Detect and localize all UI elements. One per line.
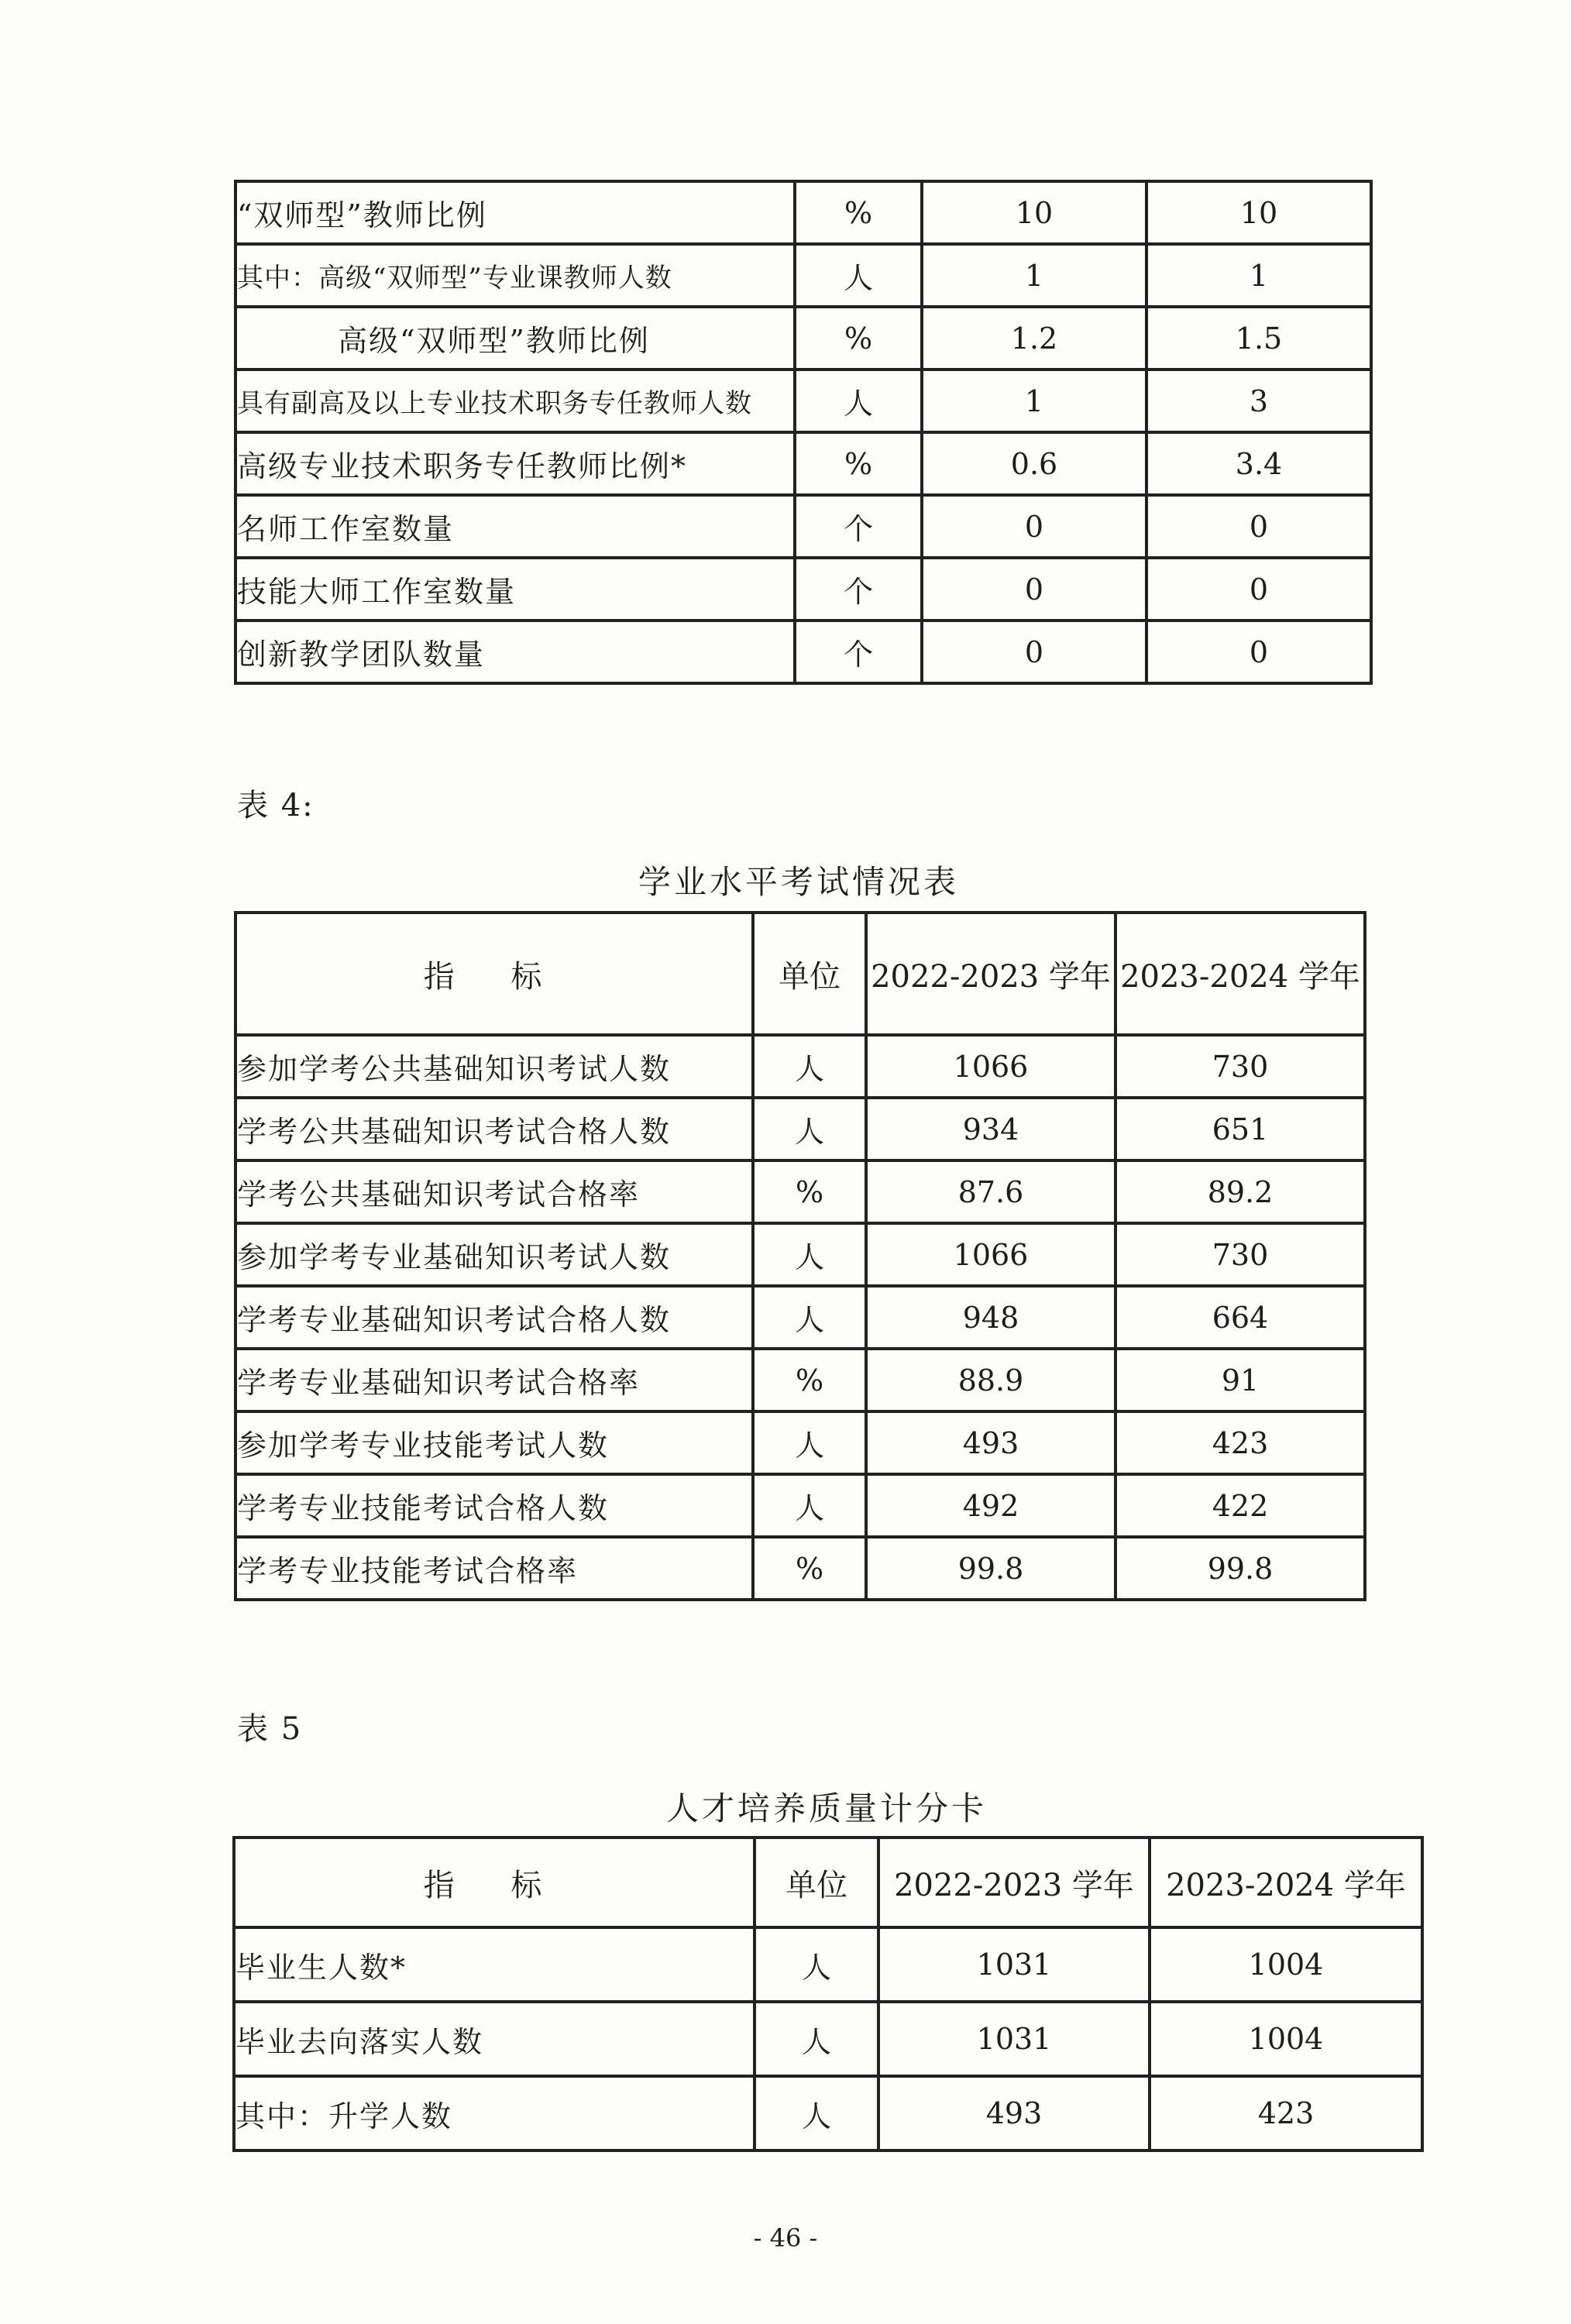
indicator-cell: 高级专业技术职务专任教师比例* [235,432,795,495]
unit-cell: 人 [755,2002,878,2076]
header-2022: 2022-2023 学年 [866,913,1116,1035]
value-2023-cell: 99.8 [1116,1537,1365,1600]
unit-cell: % [795,181,922,244]
value-2022-cell: 0 [922,621,1146,683]
indicator-cell: 学考公共基础知识考试合格人数 [235,1098,753,1160]
talent-quality-table [232,1836,1424,2152]
unit-cell: 人 [755,1927,878,2002]
value-2022-cell: 493 [866,1411,1116,1474]
value-2022-cell: 1 [922,244,1146,307]
indicator-cell: 毕业生人数* [234,1927,755,2002]
value-2023-cell: 651 [1116,1098,1365,1160]
indicator-cell: 具有副高及以上专业技术职务专任教师人数 [235,370,795,432]
table-header-row [234,1838,1422,1927]
table-row [235,1223,1365,1286]
table-row [235,1411,1365,1474]
indicator-cell: “双师型”教师比例 [235,181,795,244]
table4-label: 表 4: [237,788,315,823]
indicator-cell: 其中：高级“双师型”专业课教师人数 [235,244,795,307]
value-2022-cell: 1 [922,370,1146,432]
unit-cell: % [753,1537,866,1600]
unit-cell: % [795,432,922,495]
value-2023-cell: 91 [1116,1349,1365,1411]
indicator-cell: 高级“双师型”教师比例 [235,307,795,370]
table5-label: 表 5 [237,1711,303,1747]
header-2023: 2023-2024 学年 [1116,913,1365,1035]
unit-cell: 人 [753,1098,866,1160]
value-2023-cell: 730 [1116,1035,1365,1098]
value-2022-cell: 1066 [866,1035,1116,1098]
value-2023-cell: 0 [1146,558,1371,621]
unit-cell: 个 [795,621,922,683]
indicator-cell: 学考专业基础知识考试合格率 [235,1349,753,1411]
value-2022-cell: 10 [922,181,1146,244]
unit-cell: 人 [795,244,922,307]
unit-cell: 人 [755,2076,878,2150]
indicator-cell: 参加学考专业技能考试人数 [235,1411,753,1474]
indicator-cell: 创新教学团队数量 [235,621,795,683]
header-unit: 单位 [755,1838,878,1927]
value-2022-cell: 934 [866,1098,1116,1160]
table-row [235,432,1371,495]
value-2022-cell: 0 [922,495,1146,558]
header-2022: 2022-2023 学年 [878,1838,1150,1927]
table-row [234,2076,1422,2150]
value-2023-cell: 89.2 [1116,1160,1365,1223]
unit-cell: 个 [795,558,922,621]
header-indicator: 指 标 [234,1838,755,1927]
table-row [235,1286,1365,1349]
value-2022-cell: 1066 [866,1223,1116,1286]
teacher-stats-table [234,180,1373,685]
value-2022-cell: 0.6 [922,432,1146,495]
table-row [235,1349,1365,1411]
indicator-cell: 参加学考公共基础知识考试人数 [235,1035,753,1098]
table-row [235,244,1371,307]
table-row [235,370,1371,432]
table-row [235,1160,1365,1223]
value-2023-cell: 730 [1116,1223,1365,1286]
indicator-cell: 学考专业技能考试合格人数 [235,1474,753,1537]
value-2022-cell: 493 [878,2076,1150,2150]
table-row [234,1927,1422,2002]
unit-cell: 个 [795,495,922,558]
value-2023-cell: 422 [1116,1474,1365,1537]
indicator-cell: 其中：升学人数 [234,2076,755,2150]
value-2023-cell: 664 [1116,1286,1365,1349]
value-2023-cell: 1 [1146,244,1371,307]
unit-cell: 人 [795,370,922,432]
unit-cell: 人 [753,1035,866,1098]
indicator-cell: 学考专业基础知识考试合格人数 [235,1286,753,1349]
value-2023-cell: 423 [1150,2076,1422,2150]
table4-caption: 学业水平考试情况表 [638,863,959,901]
value-2023-cell: 0 [1146,621,1371,683]
unit-cell: 人 [753,1411,866,1474]
value-2022-cell: 948 [866,1286,1116,1349]
header-indicator: 指 标 [235,913,753,1035]
value-2023-cell: 1.5 [1146,307,1371,370]
header-unit: 单位 [753,913,866,1035]
value-2023-cell: 0 [1146,495,1371,558]
unit-cell: % [795,307,922,370]
table-row [235,621,1371,683]
unit-cell: % [753,1160,866,1223]
unit-cell: 人 [753,1286,866,1349]
value-2023-cell: 10 [1146,181,1371,244]
table-row [234,2002,1422,2076]
indicator-cell: 学考公共基础知识考试合格率 [235,1160,753,1223]
indicator-cell: 参加学考专业基础知识考试人数 [235,1223,753,1286]
table-row [235,1035,1365,1098]
value-2022-cell: 1031 [878,2002,1150,2076]
unit-cell: 人 [753,1474,866,1537]
value-2023-cell: 1004 [1150,2002,1422,2076]
table5-caption: 人才培养质量计分卡 [665,1789,987,1827]
indicator-cell: 技能大师工作室数量 [235,558,795,621]
indicator-cell: 学考专业技能考试合格率 [235,1537,753,1600]
value-2022-cell: 492 [866,1474,1116,1537]
value-2022-cell: 1.2 [922,307,1146,370]
table-row [235,1098,1365,1160]
exam-stats-table [234,911,1366,1601]
table-row [235,181,1371,244]
value-2022-cell: 88.9 [866,1349,1116,1411]
value-2022-cell: 87.6 [866,1160,1116,1223]
value-2022-cell: 0 [922,558,1146,621]
value-2023-cell: 3.4 [1146,432,1371,495]
value-2023-cell: 3 [1146,370,1371,432]
table-row [235,1537,1365,1600]
unit-cell: 人 [753,1223,866,1286]
table-row [235,1474,1365,1537]
value-2022-cell: 1031 [878,1927,1150,2002]
value-2023-cell: 423 [1116,1411,1365,1474]
value-2023-cell: 1004 [1150,1927,1422,2002]
table-header-row [235,913,1365,1035]
table-row [235,307,1371,370]
table-row [235,558,1371,621]
page-number: - 46 - [753,2223,818,2253]
table-row [235,495,1371,558]
unit-cell: % [753,1349,866,1411]
indicator-cell: 名师工作室数量 [235,495,795,558]
value-2022-cell: 99.8 [866,1537,1116,1600]
header-2023: 2023-2024 学年 [1150,1838,1422,1927]
indicator-cell: 毕业去向落实人数 [234,2002,755,2076]
